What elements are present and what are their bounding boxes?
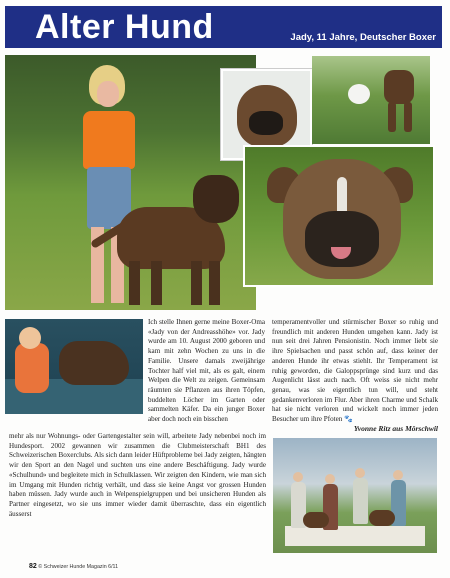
dog-on-sofa <box>59 341 129 385</box>
person-head <box>393 470 403 480</box>
podium <box>285 526 425 546</box>
girl-face <box>97 81 119 107</box>
author-signature: Yvonne Ritz aus Mörschwil <box>353 424 438 433</box>
dog-at-podium <box>369 510 395 526</box>
child <box>15 343 49 393</box>
dog-leg <box>129 261 140 305</box>
photo-boxer-face <box>243 145 435 287</box>
boxer-leg <box>404 102 412 132</box>
boxer-leg <box>388 102 396 132</box>
dog-head <box>193 175 239 223</box>
puppy-muzzle <box>249 111 283 135</box>
photo-child-dog-sofa <box>5 319 143 414</box>
publication-credit: © Schweizer Hunde Magazin 6/11 <box>38 564 119 570</box>
page-title: Alter Hund <box>35 8 214 46</box>
article-column-2: mehr als nur Wohnungs- oder Gartengestalter sein will, arbeitete Jady nebenbei noch im Hundesport. 2002 gewannen wir zusammen die Clubmeisterschaft BH1 des Schweizerischen Boxerclubs. Als sich dann leider Hüftprobleme bei Jady zeigten, hängten wir den Sport an den Nagel und suchten uns eine andere Beschäftigung. Jady wurde «Schulhund» und begleitete mich in Schulklassen. Wir zeigten den Kindern, wie man sich im Umgang mit Hunden richtig verhält, und dass sie keine Angst vor grossen Hunden haben müssen. Jady wurde auch in Welpenspielgruppen und bei unsicheren Hunden als Partner eingesetzt, wo sie uns immer wieder damit überraschte, dass ein eigentlich äusserst <box>9 432 266 518</box>
article-column-3 <box>272 318 438 425</box>
dog-leg <box>191 261 202 305</box>
photo-group-podium <box>273 438 437 553</box>
child-head <box>19 327 41 349</box>
header-banner <box>5 6 442 48</box>
person-head <box>355 468 365 478</box>
photo-dogs-on-lawn <box>312 56 430 144</box>
article-column-3-text: temperamentvoller und stürmischer Boxer so ruhig und freundlich mit anderen Hunden umgehen kann. Jady ist nun seit drei Jahren Pensionistin. Noch immer liebt sie ihre Spielsachen und passt schön auf, dass keiner der anderen Hunde ihr etwas stiehlt. Ihr Temperament ist ruhig geworden, die Galoppsprünge sind kurz und das Augenlicht lässt auch nach. Oft weiss sie nicht mehr genau, was sie eigentlich tun will, und steht gedankenverloren im Flur. Aber ihren Charme und Schalk hat sie nicht verloren und wickelt noch immer jeden Besucher um ihre Pfoten <box>272 318 438 424</box>
person-head <box>293 472 303 482</box>
white-poodle <box>348 84 370 104</box>
girl-shirt <box>83 111 135 169</box>
boxer-standing <box>384 70 414 104</box>
paw-icon: 🐾 <box>344 415 353 424</box>
dog-leg <box>151 261 162 305</box>
page-subtitle: Jady, 11 Jahre, Deutscher Boxer <box>290 32 436 43</box>
person-head <box>325 474 335 484</box>
dog-leg <box>209 261 220 305</box>
page-footer <box>29 563 118 570</box>
person <box>353 478 368 524</box>
article-column-1: Ich stelle Ihnen gerne meine Boxer-Oma «Jady von der Andreasshöhe» vor. Jady wurde am 10. August 2000 geboren und kam mit zehn Wochen zu uns in die Familie. Unsere damals zweijährige Tochter half viel mit, als es galt, einem Welpen die Welt zu zeigen. Gemeinsam räumten sie Pflanzen aus ihren Töpfen, buddelten Löcher im Garten oder sammelten Käfer. Da ein junger Boxer aber doch noch ein bisschen <box>148 318 265 424</box>
dog-at-podium <box>303 512 329 528</box>
photo-girl-with-boxer <box>5 55 256 310</box>
page-number: 82 <box>29 563 37 570</box>
